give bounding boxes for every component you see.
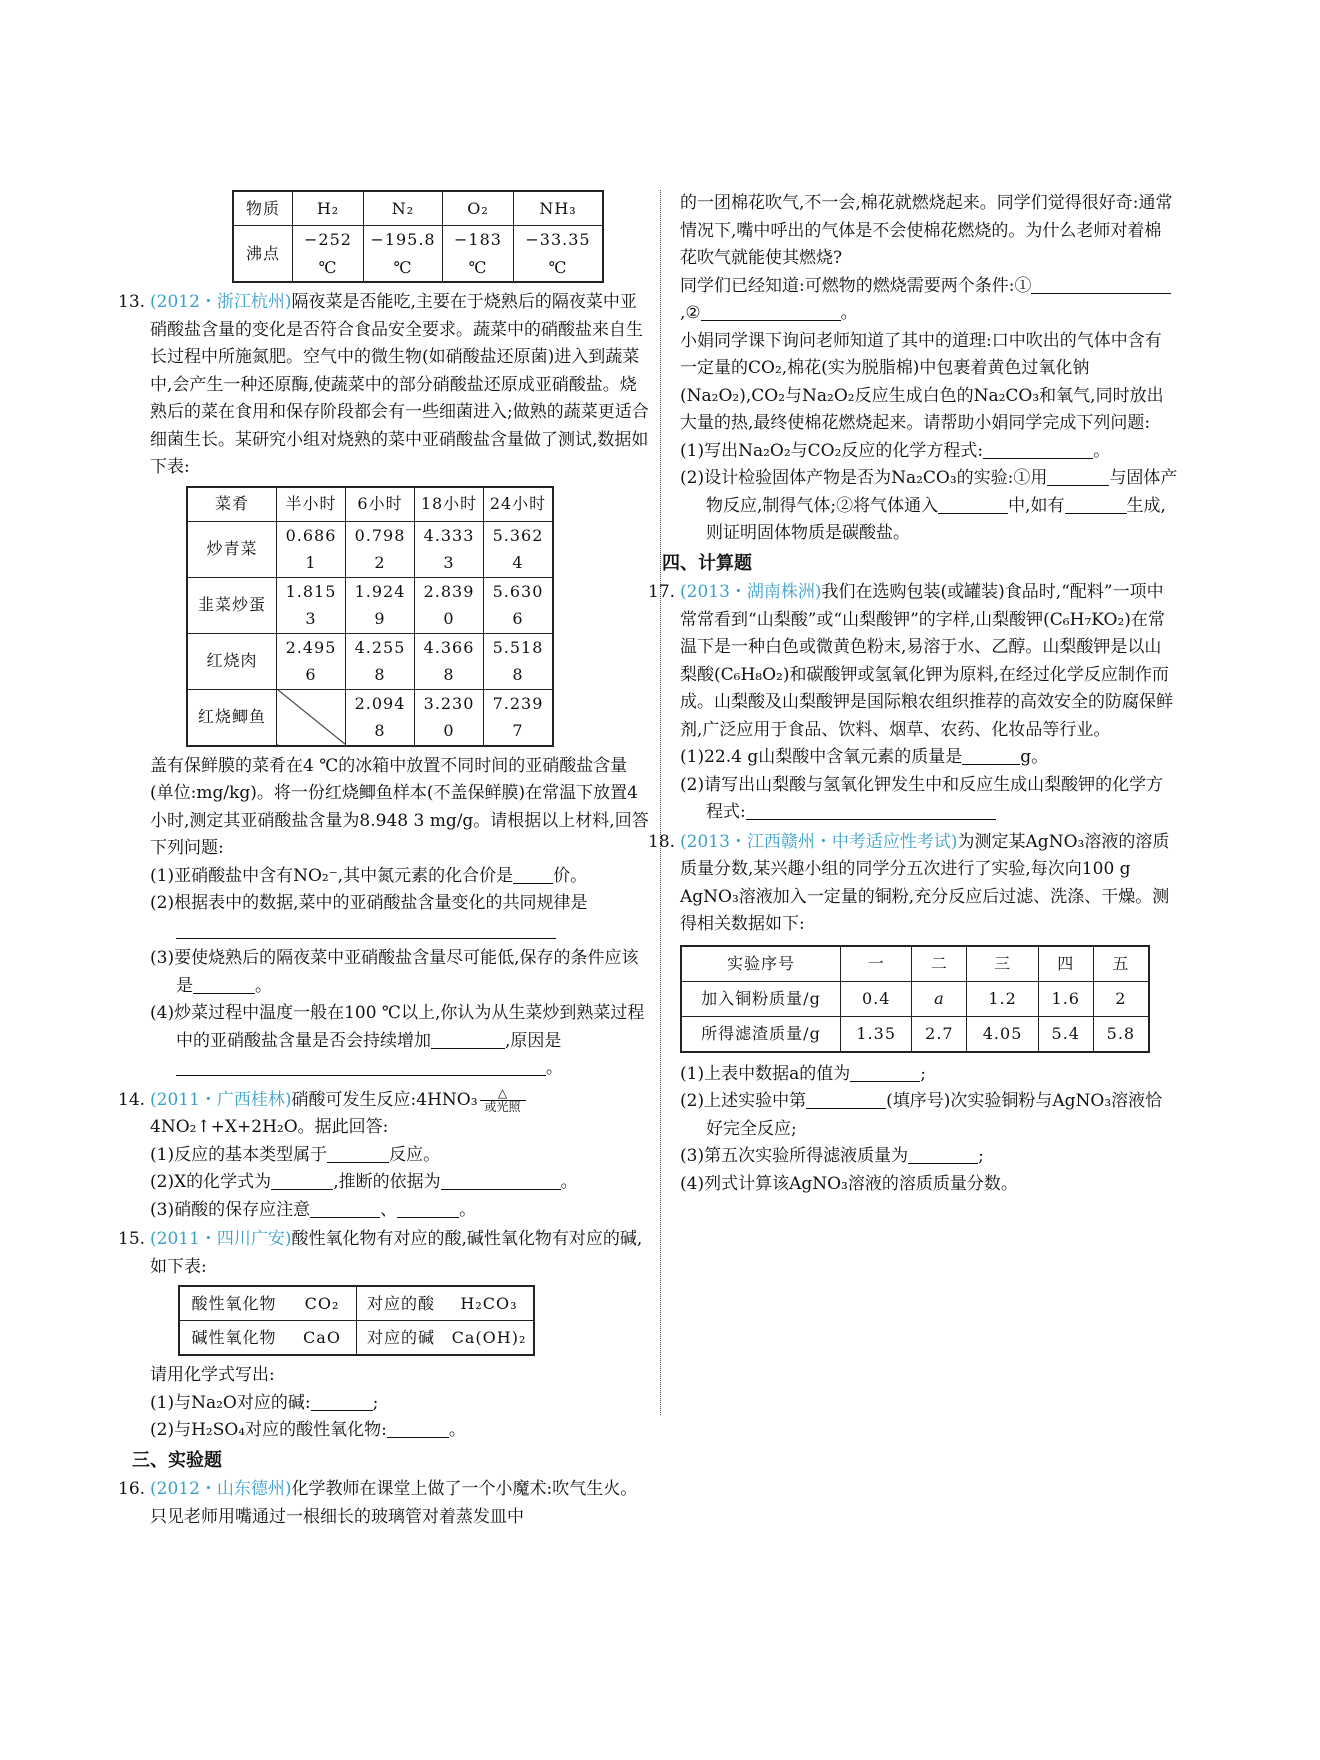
answer-blank[interactable] (806, 1090, 886, 1109)
table-cell: 加入铜粉质量/g (681, 981, 841, 1016)
nitrite-table (186, 486, 554, 747)
sub-question-text: 。 (546, 1058, 563, 1078)
answer-blank[interactable] (513, 865, 553, 884)
sub-question (150, 945, 650, 1000)
sub-question (150, 890, 650, 945)
answer-blank[interactable] (311, 1392, 373, 1411)
table-row (681, 1016, 1149, 1052)
table-cell: 4.333 3 (415, 521, 484, 577)
table-cell: 韭菜炒蛋 (187, 577, 277, 633)
sub-question (680, 1143, 1178, 1171)
table-cell: 1.35 (841, 1016, 912, 1052)
question-number: 15. (118, 1229, 146, 1249)
table-cell: 对应的酸 (357, 1286, 446, 1321)
sub-question (680, 1171, 1178, 1199)
answer-blank[interactable] (1047, 467, 1109, 486)
table-cell: 5.630 6 (484, 577, 554, 633)
sub-question (680, 744, 1178, 772)
table-cell: 1.924 9 (346, 577, 415, 633)
table-cell: 5.518 8 (484, 633, 554, 689)
answer-blank[interactable] (397, 1199, 459, 1218)
table-cell: 碱性氧化物 (179, 1321, 288, 1356)
table-header-cell: 四 (1038, 946, 1093, 982)
sub-question (680, 465, 1178, 548)
sub-question (680, 1088, 1178, 1143)
sub-question-text: (3)第五次实验所得滤液质量为 (680, 1146, 909, 1166)
question-text: 盖有保鲜膜的菜肴在4 ℃的冰箱中放置不同时间的亚硝酸盐含量(单位:mg/kg)。将一份红烧鲫鱼样本(不盖保鲜膜)在常温下放置4小时,测定其亚硝酸盐含量为8.948 3 mg/g。请根据以上材料,回答下列问题: (150, 755, 649, 858)
sub-question (150, 1000, 650, 1083)
table-row (179, 1321, 534, 1356)
table-cell: 2.495 6 (277, 633, 346, 689)
sub-question-text: 中,如有 (1008, 495, 1065, 516)
table-cell: H₂ (293, 191, 364, 226)
question-15 (118, 1226, 650, 1281)
question-text: 化学教师在课堂上做了一个小魔术:吹气生火。只见老师用嘴通过一根细长的玻璃管对着蒸发皿中 (150, 1479, 638, 1527)
sub-question (150, 1142, 650, 1170)
sub-question-text: 。 (255, 975, 272, 996)
sub-question-text: 与固体产物反应,制得气体;②将气体通入 (706, 468, 1178, 516)
table-cell: H₂CO₃ (445, 1286, 534, 1321)
sub-question (150, 1417, 650, 1445)
sub-question-text: (1)22.4 g山梨酸中含氧元素的质量是 (680, 747, 963, 767)
table-cell: 2.7 (912, 1016, 967, 1052)
question-text: 4NO₂↑+X+2H₂O。据此回答: (150, 1117, 389, 1137)
answer-blank[interactable] (701, 302, 841, 321)
sub-question-text: (1)亚硝酸盐中含有NO₂⁻,其中氮元素的化合价是 (150, 865, 514, 886)
boiling-point-table (232, 190, 604, 283)
question-source: (2013・江西赣州・中考适应性考试) (680, 831, 958, 852)
answer-blank[interactable] (908, 1145, 978, 1164)
question-number: 14. (118, 1089, 146, 1110)
question-source: (2012・山东德州) (150, 1479, 292, 1499)
table-cell: N₂ (364, 191, 443, 226)
answer-blank[interactable] (271, 1171, 333, 1190)
table-header-cell: 菜肴 (187, 487, 277, 522)
sub-question-text: (3)要使烧熟后的隔夜菜中亚硝酸盐含量尽可能低,保存的条件应该是 (150, 948, 639, 996)
question-source: (2012・浙江杭州) (150, 292, 292, 312)
experiment-table (680, 945, 1150, 1053)
right-column (648, 190, 1178, 1198)
sub-question-text: ,推断的依据为 (333, 1172, 441, 1192)
table-cell: 1.2 (967, 981, 1038, 1016)
answer-blank[interactable] (310, 1199, 380, 1218)
sub-question-text: 价。 (553, 865, 588, 886)
question-text-part: 。 (840, 303, 858, 323)
left-column (118, 190, 650, 1531)
question-source: (2011・四川广安) (150, 1229, 292, 1249)
sub-question-text: 。 (459, 1199, 477, 1220)
sub-question (680, 772, 1178, 827)
table-cell: 酸性氧化物 (179, 1286, 288, 1321)
table-cell: 2 (1093, 981, 1149, 1016)
answer-blank[interactable] (441, 1171, 561, 1190)
sub-question-text: (3)硝酸的保存应注意 (150, 1199, 311, 1220)
sub-question-text: (2)根据表中的数据,菜中的亚硝酸盐含量变化的共同规律是 (150, 893, 588, 913)
answer-blank[interactable] (1031, 275, 1101, 294)
table-cell: 4.05 (967, 1016, 1038, 1052)
table-cell: CaO (288, 1321, 357, 1356)
table-cell: 对应的碱 (357, 1321, 446, 1356)
table-header-cell: 五 (1093, 946, 1149, 982)
table-row (187, 577, 553, 633)
question-13 (118, 289, 650, 482)
sub-question (150, 1390, 650, 1418)
question-text: 隔夜菜是否能吃,主要在于烧熟后的隔夜菜中亚硝酸盐含量的变化是否符合食品安全要求。蔬菜中的硝酸盐来自生长过程中所施氮肥。空气中的微生物(如硝酸盐还原菌)进入到蔬菜中,会产生一种还原酶,使蔬菜中的部分硝酸盐还原成亚硝酸盐。烧熟后的菜在食用和保存阶段都会有一些细菌进入;做熟的蔬菜更适合细菌生长。某研究小组对烧熟的菜中亚硝酸盐含量做了测试,数据如下表: (150, 292, 649, 477)
table-cell: 3.230 0 (415, 689, 484, 746)
table-cell: a (912, 981, 967, 1016)
sub-question-text: ; (372, 1392, 379, 1413)
sub-question-text: 。 (1093, 440, 1111, 461)
table-header-cell: 18小时 (415, 487, 484, 522)
table-row (233, 191, 603, 226)
table-cell: 5.4 (1038, 1016, 1093, 1052)
table-cell: 红烧鲫鱼 (187, 689, 277, 746)
table-row (187, 521, 553, 577)
question-text: 酸性氧化物有对应的酸,碱性氧化物有对应的碱,如下表: (150, 1229, 643, 1277)
question-text: 的一团棉花吹气,不一会,棉花就燃烧起来。同学们觉得很好奇:通常情况下,嘴中呼出的气体是不会使棉花燃烧的。为什么老师对着棉花吹气就能使其燃烧? (680, 193, 1173, 268)
table-cell: 1.6 (1038, 981, 1093, 1016)
heat-symbol: △ (497, 1085, 508, 1100)
sub-question-text: 。 (448, 1420, 466, 1440)
table-cell: 0.686 1 (277, 521, 346, 577)
question-text: 为测定某AgNO₃溶液的溶质质量分数,某兴趣小组的同学分五次进行了实验,每次向100 g AgNO₃溶液加入一定量的铜粉,充分反应后过滤、洗涤、干燥。测得相关数据如下: (680, 831, 1170, 934)
sub-question-text: g。 (1020, 747, 1049, 767)
table-header-cell: 半小时 (277, 487, 346, 522)
table-cell: −252 ℃ (293, 226, 364, 283)
section-heading: 三、实验题 (132, 1449, 222, 1471)
sub-question (150, 863, 650, 891)
table-header-cell: 三 (967, 946, 1038, 982)
sub-question (150, 1197, 650, 1225)
question-source: (2013・湖南株洲) (680, 582, 822, 602)
table-cell: 5.8 (1093, 1016, 1149, 1052)
table-header-cell: 二 (912, 946, 967, 982)
table-cell: Ca(OH)₂ (445, 1321, 534, 1356)
question-text: 硝酸可发生反应:4HNO₃ (291, 1089, 478, 1110)
answer-blank[interactable] (327, 1144, 389, 1163)
table-cell: 4.366 8 (415, 633, 484, 689)
sub-question (680, 1061, 1178, 1089)
table-row (187, 633, 553, 689)
table-row (187, 689, 553, 746)
answer-blank[interactable] (850, 1063, 920, 1082)
table-cell: 0.4 (841, 981, 912, 1016)
question-number: 17. (648, 582, 676, 602)
table-header-cell: 一 (841, 946, 912, 982)
sub-question-text: (2)设计检验固体产物是否为Na₂CO₃的实验:①用 (680, 468, 1048, 488)
table-row (233, 226, 603, 283)
sub-question-text: 。 (560, 1172, 578, 1192)
table-cell: 红烧肉 (187, 633, 277, 689)
answer-blank[interactable] (983, 440, 1093, 459)
sub-question-text: (2)X的化学式为 (150, 1172, 272, 1192)
sub-question-text: (2)上述实验中第 (680, 1091, 807, 1111)
sub-question-text: ; (978, 1146, 984, 1166)
sub-question (150, 1169, 650, 1197)
question-number: 16. (118, 1479, 146, 1499)
sub-question-text: (4)炒菜过程中温度一般在100 ℃以上,你认为从生菜炒到熟菜过程中的亚硝酸盐含量是否会持续增加 (150, 1003, 645, 1051)
answer-blank[interactable] (1065, 495, 1127, 514)
question-number: 18. (648, 831, 676, 852)
table-cell: 1.815 3 (277, 577, 346, 633)
table-cell-empty-diagonal (277, 689, 346, 746)
sub-question-text: ; (920, 1063, 926, 1084)
table-cell: O₂ (443, 191, 514, 226)
answer-blank[interactable] (746, 801, 996, 820)
table-cell: 2.094 8 (346, 689, 415, 746)
table-cell: 7.239 7 (484, 689, 554, 746)
question-text: 请用化学式写出: (150, 1365, 275, 1385)
table-header-cell: 6小时 (346, 487, 415, 522)
question-17 (648, 579, 1178, 744)
table-cell: 5.362 4 (484, 521, 554, 577)
sub-question-text: (2)请写出山梨酸与氢氧化钾发生中和反应生成山梨酸钾的化学方程式: (680, 774, 1164, 822)
question-18 (648, 829, 1178, 939)
section-heading: 四、计算题 (662, 552, 752, 574)
column-divider (660, 190, 661, 1415)
table-cell: 炒青菜 (187, 521, 277, 577)
sub-question-text: 、 (380, 1199, 398, 1220)
table-cell: −183 ℃ (443, 226, 514, 283)
table-cell: 2.839 0 (415, 577, 484, 633)
table-header-cell: 24小时 (484, 487, 554, 522)
condition-text: 或光照 (484, 1099, 521, 1114)
sub-question (680, 438, 1178, 466)
table-cell: 4.255 8 (346, 633, 415, 689)
sub-question-text: (1)反应的基本类型属于 (150, 1144, 328, 1165)
question-text-part: ,② (680, 303, 701, 323)
sub-question-text: 生成,则证明固体物质是碳酸盐。 (706, 495, 1166, 543)
sub-question-text: ,原因是 (505, 1030, 562, 1051)
sub-question-text: (4)列式计算该AgNO₃溶液的溶质质量分数。 (680, 1173, 1018, 1194)
sub-question-text: 反应。 (389, 1144, 441, 1165)
answer-blank[interactable] (193, 975, 255, 994)
question-14 (118, 1087, 650, 1142)
question-number: 13. (118, 292, 146, 312)
sub-question-text: (1)写出Na₂O₂与CO₂反应的化学方程式: (680, 440, 984, 461)
sub-question-text: (填序号)次实验铜粉与AgNO₃溶液恰好完全反应; (706, 1091, 1163, 1139)
table-cell: 所得滤渣质量/g (681, 1016, 841, 1052)
sub-question-text: (2)与H₂SO₄对应的酸性氧化物: (150, 1420, 387, 1440)
table-row (681, 981, 1149, 1016)
sub-question-text: (1)上表中数据a的值为 (680, 1063, 851, 1084)
answer-blank[interactable] (176, 1057, 546, 1076)
answer-blank[interactable] (387, 1419, 449, 1438)
table-row (681, 946, 1149, 982)
answer-blank[interactable] (1101, 275, 1171, 294)
answer-blank[interactable] (938, 495, 1008, 514)
table-cell: NH₃ (514, 191, 604, 226)
question-text: 小娟同学课下询问老师知道了其中的道理:口中吹出的气体中含有一定量的CO₂,棉花(实为脱脂棉)中包裹着黄色过氧化钠(Na₂O₂),CO₂与Na₂O₂反应生成白色的Na₂CO₃和氧气,同时放出大量的热,最终使棉花燃烧起来。请帮助小娟同学完成下列问题: (680, 330, 1164, 433)
table-cell: 0.798 2 (346, 521, 415, 577)
reaction-condition (480, 1087, 526, 1114)
table-cell: 沸点 (233, 226, 293, 283)
table-cell: 物质 (233, 191, 293, 226)
table-row (187, 487, 553, 522)
sub-question-text: (1)与Na₂O对应的碱: (150, 1392, 311, 1413)
question-source: (2011・广西桂林) (150, 1089, 292, 1110)
table-cell: −33.35 ℃ (514, 226, 604, 283)
answer-blank[interactable] (962, 746, 1020, 765)
question-text: 我们在选购包装(或罐装)食品时,“配料”一项中常常看到“山梨酸”或“山梨酸钾”的字样,山梨酸钾(C₆H₇KO₂)在常温下是一种白色或微黄色粉末,易溶于水、乙醇。山梨酸钾是以山梨酸(C₆H₈O₂)和碳酸钾或氢氧化钾为原料,在经过化学反应制作而成。山梨酸及山梨酸钾是国际粮农组织推荐的高效安全的防腐保鲜剂,广泛应用于食品、饮料、烟草、农药、化妆品等行业。 (680, 582, 1173, 740)
question-text-part: 同学们已经知道:可燃物的燃烧需要两个条件:① (680, 275, 1032, 296)
oxide-table (178, 1285, 535, 1356)
table-row (179, 1286, 534, 1321)
question-text (680, 273, 1178, 328)
question-16 (118, 1476, 650, 1531)
answer-blank[interactable] (176, 920, 556, 939)
table-cell: −195.8 ℃ (364, 226, 443, 283)
answer-blank[interactable] (431, 1030, 505, 1049)
table-cell: CO₂ (288, 1286, 357, 1321)
table-header-cell: 实验序号 (681, 946, 841, 982)
